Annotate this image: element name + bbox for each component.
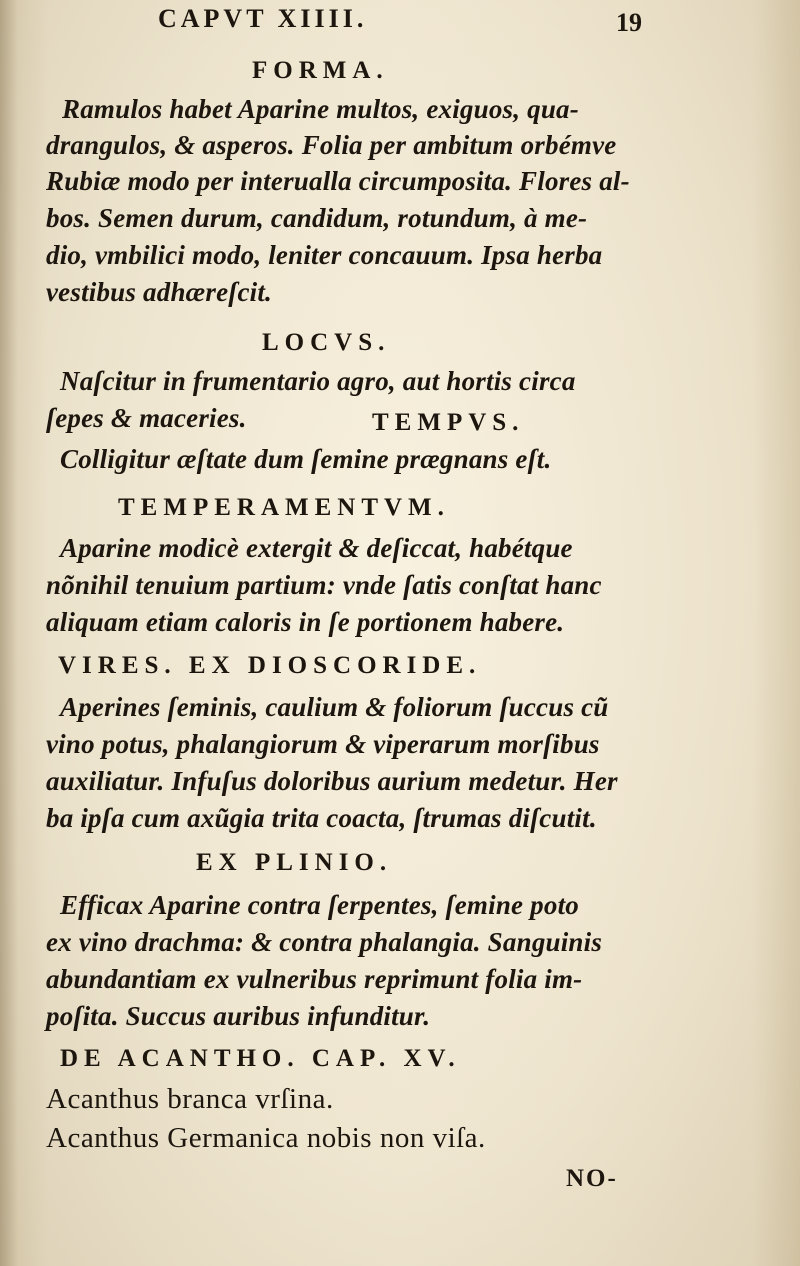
text-line: ſepes & maceries.	[46, 403, 247, 433]
running-title: CAPVT XIIII.	[158, 4, 368, 33]
text-line: vestibus adhæreſcit.	[46, 277, 272, 307]
catchword: NO-	[566, 1165, 618, 1192]
text-line: Aparine modicè extergit & deſiccat, habétque	[60, 533, 573, 563]
text-line: abundantiam ex vulneribus reprimunt folia im-	[46, 964, 583, 994]
page-number: 19	[616, 8, 642, 37]
text-line: Acanthus Germanica nobis non viſa.	[46, 1122, 486, 1154]
text-line: dio, vmbilici modo, leniter concauum. Ipsa herba	[46, 240, 603, 270]
text-line: Colligitur æſtate dum ſemine prægnans eſt.	[60, 444, 552, 474]
text-line: Aperines ſeminis, caulium & foliorum ſuccus cũ	[60, 692, 609, 722]
section-heading-tempus: TEMPVS.	[372, 409, 525, 436]
section-heading-temperamentum: TEMPERAMENTVM.	[118, 494, 450, 521]
section-heading-plinio: EX PLINIO.	[196, 849, 393, 876]
text-line: Ramulos habet Aparine multos, exiguos, qua-	[62, 94, 579, 124]
section-heading-vires: VIRES. EX DIOSCORIDE.	[58, 652, 482, 679]
text-line: aliquam etiam caloris in ſe portionem habere.	[46, 607, 565, 637]
text-line: ba ipſa cum axũgia trita coacta, ſtrumas diſcutit.	[46, 803, 597, 833]
text-line: Rubiæ modo per interualla circumposita. Flores al-	[46, 166, 630, 196]
text-line: ex vino drachma: & contra phalangia. Sanguinis	[46, 927, 603, 957]
section-heading-forma: FORMA.	[252, 57, 389, 84]
text-line: nõnihil tenuium partium: vnde ſatis conſtat hanc	[46, 570, 602, 600]
section-heading-locus: LOCVS.	[262, 329, 391, 356]
text-line: drangulos, & asperos. Folia per ambitum orbémve	[46, 130, 617, 160]
text-line: Efficax Aparine contra ſerpentes, ſemine poto	[60, 890, 579, 920]
text-line: auxiliatur. Infuſus doloribus aurium medetur. Her	[46, 766, 618, 796]
text-line: vino potus, phalangiorum & viperarum morſibus	[46, 729, 600, 759]
text-line: bos. Semen durum, candidum, rotundum, à me-	[46, 203, 588, 233]
text-line: Naſcitur in frumentario agro, aut hortis circa	[60, 366, 576, 396]
text-line: poſita. Succus auribus infunditur.	[46, 1001, 431, 1031]
gutter-shadow	[0, 0, 18, 1266]
chapter-heading-acantho: DE ACANTHO. CAP. XV.	[60, 1045, 461, 1072]
text-line: Acanthus branca vrſina.	[46, 1083, 334, 1115]
